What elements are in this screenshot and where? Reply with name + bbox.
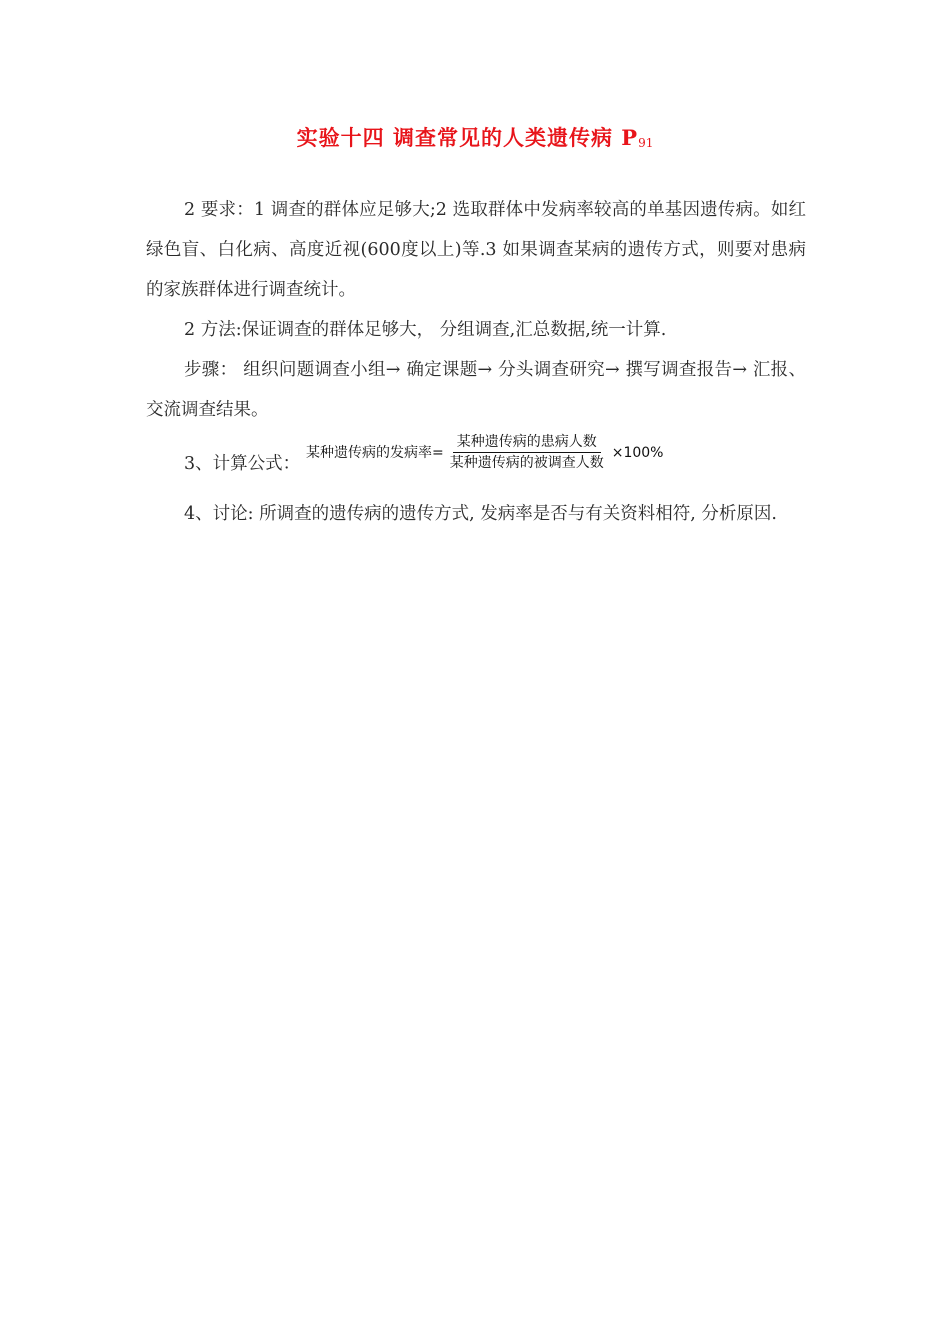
requirements-paragraph: 2 要求：1 调查的群体应足够大;2 选取群体中发病率较高的单基因遗传病。如红绿色盲、白化病、高度近视(600度以上)等.3 如果调查某病的遗传方式，则要对患病的家族群体进行调查统计。: [146, 200, 806, 300]
incidence-formula: [306, 432, 664, 473]
method-paragraph: 2 方法:保证调查的群体足够大， 分组调查,汇总数据,统一计算.: [184, 320, 667, 340]
discussion-paragraph: 4、讨论: 所调查的遗传病的遗传方式, 发病率是否与有关资料相符, 分析原因.: [184, 504, 777, 524]
formula-numerator: 某种遗传病的患病人数: [453, 432, 601, 453]
formula-multiplier: ×100%: [611, 444, 664, 461]
formula-row: [146, 430, 806, 494]
page-title: [0, 122, 950, 152]
formula-denominator: 某种遗传病的被调查人数: [449, 455, 604, 471]
document-body: [146, 190, 806, 534]
formula-fraction: [446, 432, 608, 473]
formula-lhs: 某种遗传病的发病率=: [306, 444, 444, 461]
formula-label: 3、计算公式：: [184, 454, 301, 474]
title-main: 实验十四 调查常见的人类遗传病 P: [296, 125, 639, 150]
title-page-subscript: 91: [638, 136, 654, 150]
steps-paragraph: 步骤： 组织问题调查小组→ 确定课题→ 分头调查研究→ 撰写调查报告→ 汇报、交流调查结果。: [146, 360, 806, 420]
